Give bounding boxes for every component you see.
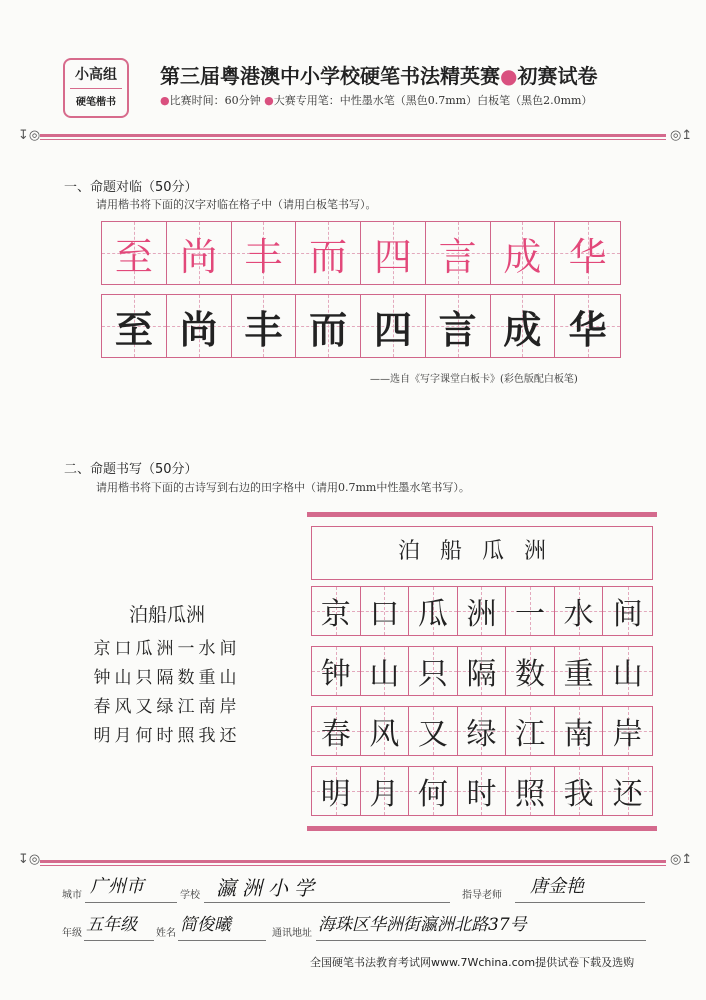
written-cell [361,295,426,357]
exam-info [160,92,592,108]
info-pens: 大赛专用笔：中性墨水笔（黑色0.7mm）白板笔（黑色2.0mm） [273,94,593,107]
written-poem-title: 泊船瓜洲 [311,526,653,580]
poem-char: 只 [417,657,448,692]
badge-group: 小高组 [75,67,117,83]
written-char: 成 [503,306,542,352]
model-cell [102,222,167,284]
page-title [160,60,597,89]
written-cell [296,295,361,357]
poem-char: 风 [369,717,400,752]
poem-char: 水 [563,597,594,632]
school-underline [204,902,450,903]
written-char: 丰 [244,306,283,352]
model-char: 成 [503,234,542,279]
address-label: 通讯地址 [272,928,312,939]
poem-char: 钟 [320,657,351,692]
name-underline [178,940,266,941]
poem-char: 岸 [612,717,643,752]
footer-divider [40,860,666,866]
model-cell [426,222,491,284]
model-cell [555,222,620,284]
section2-instructions: 请用楷书将下面的古诗写到右边的田字格中（请用0.7mm中性墨水笔书写）。 [96,481,470,494]
poem-cell [506,707,555,755]
teacher-label: 指导老师 [462,890,502,901]
model-char: 华 [568,234,607,279]
written-char: 而 [309,306,348,352]
info-time: 比赛时间：60分钟 [169,94,261,107]
poem-reference [72,600,262,751]
section1-title: 一、命题对临（50分） [64,180,198,195]
city-label: 城市 [62,890,82,901]
teacher-value: 唐金艳 [530,876,584,897]
footer-note: 全国硬笔书法教育考试网www.7Wchina.com提供试卷下载及选购 [310,956,635,969]
poem-cell [312,767,361,815]
poem-cell [409,647,458,695]
name-value: 简俊曦 [180,915,231,935]
badge-style: 硬笔楷书 [76,97,116,108]
poem-row [311,586,653,636]
poem-char: 重 [563,657,594,692]
model-cell [361,222,426,284]
poem-cell [458,707,507,755]
bullet-icon: ● [264,94,274,107]
grade-value: 五年级 [86,915,137,935]
written-character-grid [101,294,621,358]
poem-char: 口 [369,597,400,632]
poem-char: 数 [515,657,546,692]
poem-line: 钟山只隔数重山 [93,668,241,688]
poem-writing-area [307,512,657,834]
poem-line: 春风又绿江南岸 [93,697,241,717]
poem-char: 月 [369,777,400,812]
poem-cell [555,767,604,815]
bullet-icon: ● [160,94,170,107]
poem-cell [409,707,458,755]
model-character-grid [101,221,621,285]
written-cell [102,295,167,357]
poem-char: 隔 [466,657,497,692]
model-char: 言 [438,234,477,279]
poem-char: 京 [320,597,351,632]
poem-line: 京口瓜洲一水间 [93,639,241,659]
poem-char: 南 [563,717,594,752]
poem-cell [361,707,410,755]
model-char: 至 [114,234,153,279]
model-char: 四 [373,234,412,279]
written-cell [426,295,491,357]
model-char: 而 [309,234,348,279]
poem-cell [555,587,604,635]
poem-cell [458,587,507,635]
city-underline [85,902,177,903]
swirl-ornament-icon: ↧◎ [18,852,41,867]
written-cell [555,295,620,357]
poem-row [311,646,653,696]
poem-cell [312,647,361,695]
address-underline [316,940,646,941]
poem-char: 洲 [466,597,497,632]
model-char: 丰 [244,234,283,279]
section1-instructions: 请用楷书将下面的汉字对临在格子中（请用白板笔书写）。 [96,198,377,211]
model-cell [296,222,361,284]
poem-cell [312,707,361,755]
poem-char: 还 [612,777,643,812]
written-char: 言 [438,306,477,352]
poem-char: 间 [612,597,643,632]
poem-cell [603,767,652,815]
grade-underline [84,940,154,941]
poem-row [311,766,653,816]
poem-line: 明月何时照我还 [93,726,241,746]
poem-char: 我 [563,777,594,812]
grade-label: 年级 [62,928,82,939]
school-label: 学校 [180,890,200,901]
source-note: ——选自《写字课堂白板卡》(彩色版配白板笔) [370,374,578,385]
poem-char: 一 [515,597,546,632]
group-badge [63,58,129,118]
poem-cell [603,707,652,755]
swirl-ornament-icon: ◎↥ [670,852,693,867]
poem-cell [555,707,604,755]
model-cell [491,222,556,284]
poem-cell [312,587,361,635]
address-value: 海珠区华洲街瀛洲北路37号 [318,915,527,935]
poem-char: 时 [466,777,497,812]
teacher-underline [515,902,645,903]
written-char: 尚 [179,306,218,352]
header-divider [40,134,666,140]
poem-cell [506,647,555,695]
poem-cell [361,647,410,695]
written-char: 四 [373,306,412,352]
model-cell [167,222,232,284]
poem-char: 照 [515,777,546,812]
written-cell [167,295,232,357]
swirl-ornament-icon: ↧◎ [18,128,41,143]
model-cell [232,222,297,284]
section2-title: 二、命题书写（50分） [64,462,198,477]
written-char: 至 [114,306,153,352]
city-value: 广州市 [90,876,144,897]
bottom-bar [307,826,657,831]
written-char: 华 [568,306,607,352]
poem-cell [409,587,458,635]
poem-char: 山 [612,657,643,692]
poem-char: 山 [369,657,400,692]
written-cell [491,295,556,357]
title-dot: ● [500,64,518,88]
school-value: 瀛洲小学 [216,876,320,900]
poem-cell [506,587,555,635]
poem-char: 明 [320,777,351,812]
poem-cell [603,587,652,635]
poem-cell [603,647,652,695]
poem-cell [458,767,507,815]
badge-divider [70,88,122,89]
poem-cell [506,767,555,815]
title-stage: 初赛试卷 [517,64,598,88]
poem-title: 泊船瓜洲 [128,604,205,626]
model-char: 尚 [179,234,218,279]
poem-cell [361,587,410,635]
written-cell [232,295,297,357]
poem-char: 又 [417,717,448,752]
title-main: 第三届粤港澳中小学校硬笔书法精英赛 [160,64,500,88]
top-bar [307,512,657,517]
poem-char: 绿 [466,717,497,752]
poem-cell [409,767,458,815]
poem-char: 春 [320,717,351,752]
poem-char: 瓜 [417,597,448,632]
poem-cell [458,647,507,695]
name-label: 姓名 [156,928,176,939]
poem-char: 江 [515,717,546,752]
swirl-ornament-icon: ◎↥ [670,128,693,143]
poem-char: 何 [417,777,448,812]
poem-cell [555,647,604,695]
poem-row [311,706,653,756]
poem-cell [361,767,410,815]
